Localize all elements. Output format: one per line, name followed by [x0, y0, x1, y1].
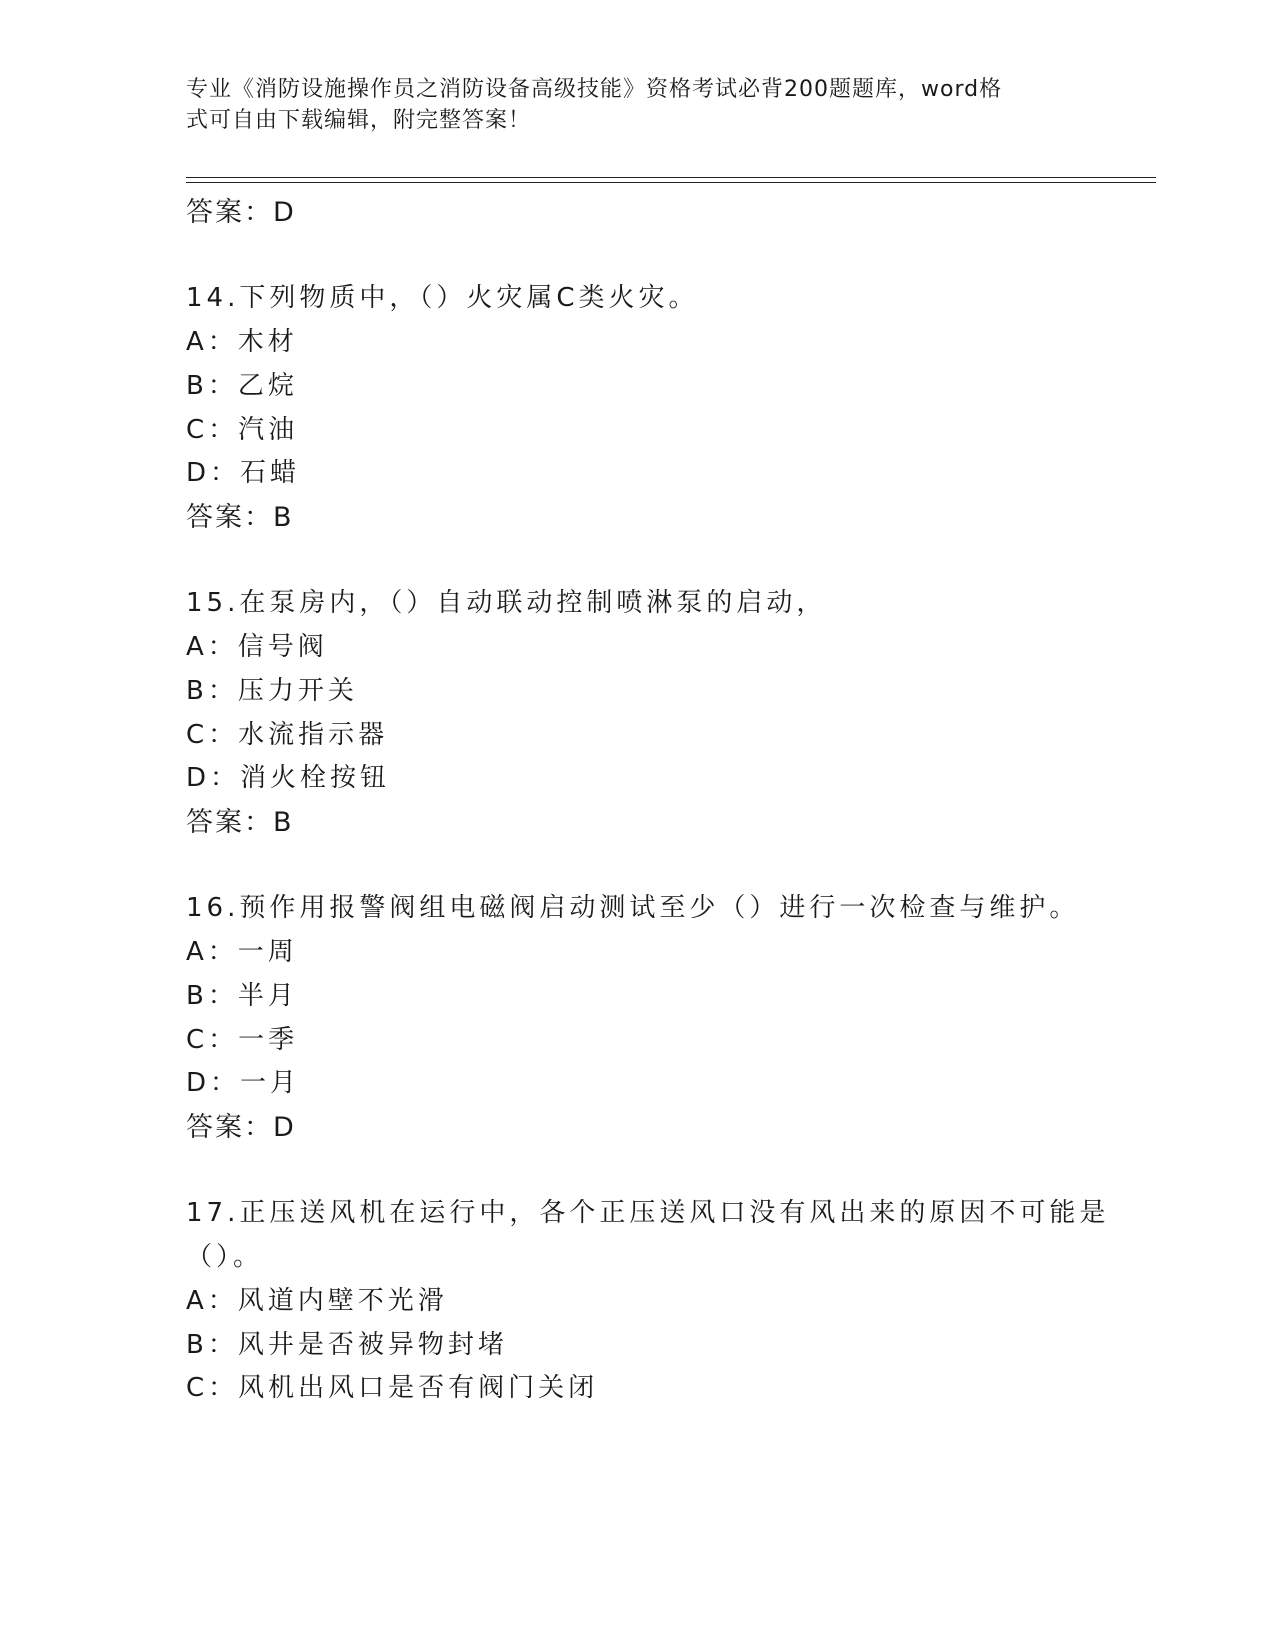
answer-13: 答案：D [186, 197, 296, 228]
question-14-option-d: D：石蜡 [186, 458, 301, 488]
question-17-option-c: C：风机出风口是否有阀门关闭 [186, 1373, 599, 1403]
question-16-option-a: A：一周 [186, 937, 298, 967]
question-15-option-a: A：信号阀 [186, 632, 328, 662]
question-14-option-c: C：汽油 [186, 415, 299, 445]
question-15-option-d: D：消火栓按钮 [186, 763, 391, 793]
header-divider-bottom [186, 182, 1156, 183]
question-17-stem-continued: （）。 [186, 1242, 264, 1272]
question-14-option-b: B：乙烷 [186, 371, 298, 401]
question-14-stem: 14.下列物质中，（）火灾属C类火灾。 [186, 283, 699, 313]
question-15-option-c: C：水流指示器 [186, 720, 389, 750]
question-16-option-c: C：一季 [186, 1025, 299, 1055]
question-14-answer: 答案：B [186, 502, 294, 533]
question-15-option-b: B：压力开关 [186, 676, 358, 706]
question-16-answer: 答案：D [186, 1112, 296, 1143]
question-16-option-b: B：半月 [186, 981, 298, 1011]
question-14-option-a: A：木材 [186, 327, 298, 357]
question-15-answer: 答案：B [186, 807, 294, 838]
question-17-option-b: B：风井是否被异物封堵 [186, 1330, 508, 1360]
question-16-option-d: D：一月 [186, 1068, 301, 1098]
document-intro [186, 74, 1066, 136]
question-17-option-a: A：风道内壁不光滑 [186, 1286, 448, 1316]
question-15-stem: 15.在泵房内，（）自动联动控制喷淋泵的启动， [186, 588, 827, 618]
question-16-stem: 16.预作用报警阀组电磁阀启动测试至少（）进行一次检查与维护。 [186, 893, 1080, 923]
header-divider-top [186, 177, 1156, 178]
intro-line-2: 式可自由下载编辑，附完整答案！ [186, 108, 532, 133]
intro-line-1: 专业《消防设施操作员之消防设备高级技能》资格考试必背200题题库，word格 [186, 77, 1003, 102]
question-17-stem: 17.正压送风机在运行中，各个正压送风口没有风出来的原因不可能是 [186, 1198, 1110, 1228]
